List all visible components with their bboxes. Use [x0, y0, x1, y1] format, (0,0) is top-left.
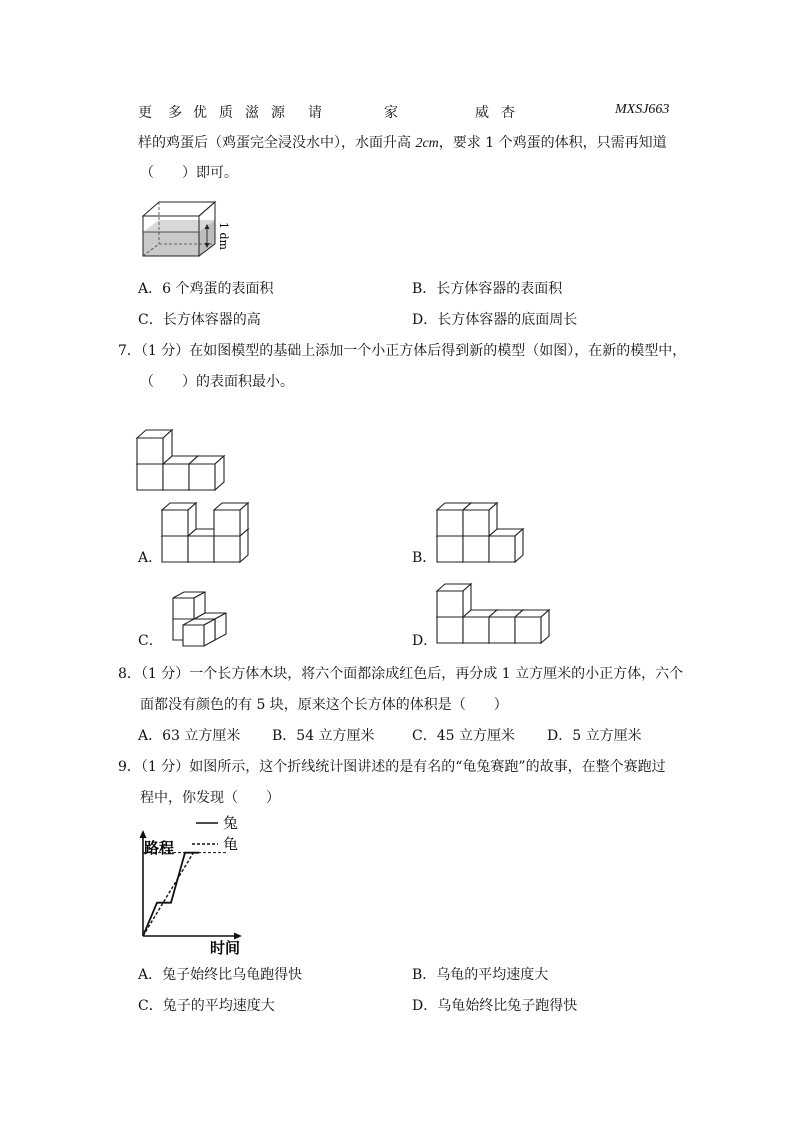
cube-face [214, 536, 240, 562]
q7-figure-a[interactable] [160, 500, 260, 564]
cube-face [162, 536, 188, 562]
x-axis-label: 时间 [210, 939, 241, 957]
q8-option-d[interactable]: D．5 立方厘米 [547, 728, 642, 744]
cube-face [189, 464, 215, 490]
q9-option-b[interactable]: B．乌龟的平均速度大 [412, 967, 549, 983]
q6-text-pre: 样的鸡蛋后（鸡蛋完全浸没水中），水面升高 [138, 135, 416, 151]
cube-face [162, 510, 188, 536]
q6-text-post: ，要求 1 个鸡蛋的体积，只需再知道 [438, 135, 667, 151]
q6-option-d[interactable]: D．长方体容器的底面周长 [412, 312, 578, 328]
q9-option-a[interactable]: A．兔子始终比乌龟跑得快 [138, 967, 303, 983]
cube-face [437, 591, 463, 617]
cube-face [463, 536, 489, 562]
q6-container-figure [140, 196, 240, 260]
cube-face [489, 617, 515, 643]
q9-option-c[interactable]: C．兔子的平均速度大 [138, 998, 275, 1014]
q8-line1: 8．（1 分）一个长方体木块，将六个面都涂成红色后，再分成 1 立方厘米的小正方体，六个 [118, 666, 684, 682]
header-char: 更 [138, 105, 152, 121]
q8-option-b[interactable]: B．54 立方厘米 [272, 728, 375, 744]
cube-face [463, 617, 489, 643]
q8-option-a[interactable]: A．63 立方厘米 [138, 728, 241, 744]
header-char: 优 [193, 105, 207, 121]
y-axis-arrow [140, 830, 147, 838]
header-char: 多 [168, 105, 182, 121]
header-char: 威 [475, 105, 489, 121]
q6-line2: （ ）即可。 [140, 165, 238, 181]
cube-face [437, 510, 463, 536]
q6-unit: 2cm [415, 136, 439, 151]
q7-label-c[interactable]: C． [138, 633, 163, 649]
cube-face [188, 536, 214, 562]
header-char: 家 [384, 105, 398, 121]
cube-face [437, 536, 463, 562]
q7-original-model [136, 428, 236, 492]
cube-face [437, 617, 463, 643]
cube-face [183, 625, 204, 646]
q7-line2: （ ）的表面积最小。 [140, 374, 294, 390]
q7-figure-d[interactable] [436, 580, 566, 646]
cube-face [463, 510, 489, 536]
legend-label: 龟 [223, 835, 239, 853]
dim-label: 1 dm [217, 222, 230, 250]
cube-face [137, 464, 163, 490]
q6-option-b[interactable]: B．长方体容器的表面积 [412, 281, 563, 297]
q8-option-c[interactable]: C．45 立方厘米 [412, 728, 515, 744]
q7-figure-b[interactable] [436, 500, 536, 564]
cube-face [137, 438, 163, 464]
series-line-solid [143, 853, 199, 936]
header-char: 质 [219, 105, 233, 121]
cube-face [214, 510, 240, 536]
q9-line1: 9．（1 分）如图所示，这个折线统计图讲述的是有名的“龟兔赛跑”的故事，在整个赛跑过 [118, 759, 666, 775]
header-char: 杏 [501, 105, 515, 121]
q6-line1 [138, 133, 667, 154]
cube-face [163, 464, 189, 490]
q7-label-d[interactable]: D． [412, 633, 438, 649]
series-line-dashed [143, 853, 193, 936]
header-code: MXSJ663 [615, 102, 670, 117]
header-char: 请 [308, 105, 322, 121]
header-char: 滋 [245, 105, 259, 121]
q7-line1: 7．（1 分）在如图模型的基础上添加一个小正方体后得到新的模型（如图），在新的模型中， [118, 343, 687, 359]
cube-face [489, 536, 515, 562]
q9-option-d[interactable]: D．乌龟始终比兔子跑得快 [412, 998, 578, 1014]
cube-face [515, 617, 541, 643]
cube-face [173, 598, 194, 619]
q6-option-a[interactable]: A．6 个鸡蛋的表面积 [138, 281, 274, 297]
header-char: 源 [271, 105, 285, 121]
y-axis-label: 路程 [144, 839, 175, 857]
q8-line2: 面都没有颜色的有 5 块，原来这个长方体的体积是（ ） [140, 697, 508, 713]
q7-figure-c[interactable] [160, 588, 250, 648]
race-line-chart [130, 816, 260, 958]
q7-label-b[interactable]: B． [412, 550, 437, 566]
legend-label: 兔 [223, 814, 239, 832]
q7-label-a[interactable]: A． [138, 550, 163, 566]
q6-option-c[interactable]: C．长方体容器的高 [138, 312, 261, 328]
q9-line2: 程中，你发现（ ） [140, 790, 280, 806]
